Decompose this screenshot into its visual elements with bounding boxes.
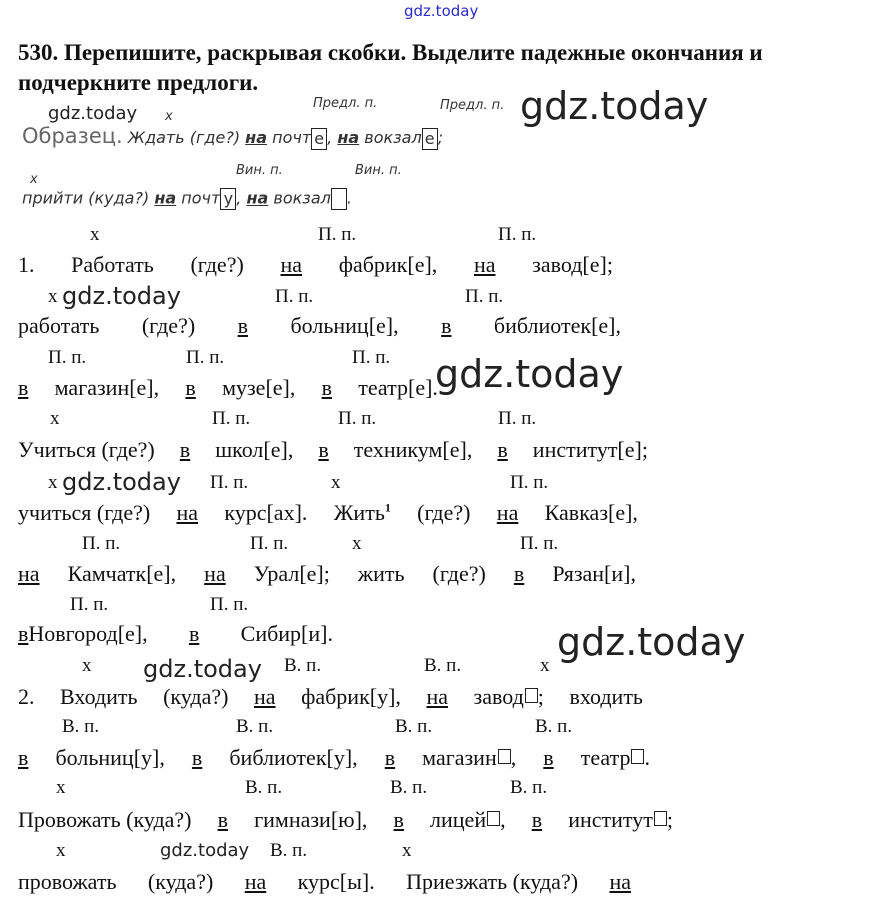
- preposition: на: [254, 684, 276, 709]
- preposition: в: [185, 375, 196, 400]
- ending-box: е: [422, 128, 438, 150]
- preposition: в: [237, 313, 249, 338]
- case-mark: П. п.: [275, 286, 314, 307]
- case-mark: х: [30, 172, 38, 187]
- ending-box-empty: [654, 811, 667, 826]
- watermark: gdz.today: [143, 655, 262, 683]
- case-mark: В. п.: [62, 716, 100, 737]
- text-line: учиться (где?) на курс[ах]. Жить$^1$ (где?) на Кавказ[е],: [18, 500, 638, 525]
- case-mark: х: [402, 840, 412, 861]
- case-mark: х: [540, 655, 550, 676]
- preposition: на: [609, 869, 631, 894]
- text-line: Учиться (где?) в школ[е], в техникум[е], в институт[е];: [18, 437, 648, 462]
- title-line-1: 530. Перепишите, раскрывая скобки. Выделите падежные окончания и: [18, 40, 763, 65]
- preposition: на: [244, 869, 267, 894]
- ending-box-empty: [331, 188, 347, 210]
- preposition: на: [246, 188, 269, 208]
- preposition: на: [245, 128, 268, 147]
- case-mark: П. п.: [48, 347, 87, 368]
- case-mark: х: [331, 472, 341, 493]
- preposition: в: [513, 561, 525, 586]
- case-mark: Вин. п.: [355, 163, 402, 178]
- text-line: вНовгород[е], в Сибир[и].: [18, 621, 333, 646]
- watermark: gdz.today: [62, 282, 181, 310]
- sample-line-2: прийти (куда?) на почт у , на вокзал .: [22, 188, 352, 208]
- case-mark: х: [90, 224, 100, 245]
- case-mark: П. п.: [318, 224, 357, 245]
- preposition: в: [321, 375, 333, 400]
- watermark: gdz.today: [557, 620, 746, 664]
- case-mark: В. п.: [390, 777, 428, 798]
- case-mark: х: [48, 286, 58, 307]
- text-line: в магазин[е], в музе[е], в театр[е].: [18, 375, 438, 400]
- preposition: в: [191, 745, 203, 770]
- watermark: gdz.today: [48, 103, 138, 124]
- ending-box-empty: [631, 749, 644, 764]
- preposition: на: [176, 500, 199, 525]
- preposition: в: [318, 437, 329, 462]
- preposition: в: [217, 807, 228, 832]
- case-mark: В. п.: [236, 716, 274, 737]
- text-line: 1. Работать (где?) на фабрик[е], на завод[е];: [18, 252, 613, 277]
- preposition: на: [496, 500, 519, 525]
- case-mark: П. п.: [210, 594, 249, 615]
- preposition: в: [384, 745, 396, 770]
- preposition: в: [18, 375, 29, 400]
- case-mark: В. п.: [245, 777, 283, 798]
- preposition: в: [188, 621, 200, 646]
- footnote-mark: 1: [384, 500, 391, 515]
- preposition: на: [204, 561, 226, 586]
- case-mark: П. п.: [212, 408, 251, 429]
- preposition: в: [531, 807, 543, 832]
- watermark: gdz.today: [160, 840, 250, 861]
- case-mark: В. п.: [510, 777, 548, 798]
- ending-box: е: [311, 128, 327, 150]
- case-mark: П. п.: [70, 594, 109, 615]
- case-mark: П. п.: [498, 408, 537, 429]
- case-mark: х: [56, 840, 66, 861]
- sample-line-1: Образец. Ждать (где?) на почт е , на вокзал е ;: [22, 124, 444, 148]
- preposition: в: [179, 437, 191, 462]
- case-mark: П. п.: [186, 347, 225, 368]
- case-mark: х: [82, 655, 92, 676]
- text-line: работать (где?) в больниц[е], в библиотек[е],: [18, 313, 621, 338]
- case-mark: В. п.: [424, 655, 462, 676]
- case-mark: х: [352, 533, 362, 554]
- case-mark: П. п.: [250, 533, 289, 554]
- ending-box-empty: [487, 811, 500, 826]
- preposition: на: [18, 561, 40, 586]
- case-mark: П. п.: [510, 472, 549, 493]
- case-mark: П. п.: [210, 472, 249, 493]
- preposition: в: [393, 807, 404, 832]
- preposition: на: [337, 128, 360, 147]
- case-mark: П. п.: [82, 533, 121, 554]
- exercise-title: [18, 38, 763, 98]
- ending-box-empty: [498, 749, 511, 764]
- watermark: gdz.today: [62, 468, 181, 496]
- case-mark: П. п.: [352, 347, 391, 368]
- watermark: gdz.today: [520, 84, 709, 128]
- text-line: на Камчатк[е], на Урал[е]; жить (где?) в Рязан[и],: [18, 561, 636, 586]
- text-line: провожать (куда?) на курс[ы]. Приезжать (куда?) на: [18, 869, 631, 894]
- preposition: на: [154, 188, 177, 208]
- case-mark: Предл. п.: [313, 96, 378, 111]
- preposition: в: [441, 313, 452, 338]
- text-line: в больниц[у], в библиотек[у], в магазин , в театр .: [18, 745, 650, 770]
- case-mark: В. п.: [284, 655, 322, 676]
- case-mark: П. п.: [465, 286, 504, 307]
- preposition: в: [497, 437, 508, 462]
- title-line-2: подчеркните предлоги.: [18, 70, 259, 95]
- text-line: Провожать (куда?) в гимнази[ю], в лицей , в институт ;: [18, 807, 673, 832]
- preposition: в: [18, 621, 29, 646]
- preposition: на: [280, 252, 303, 277]
- preposition: в: [18, 745, 29, 770]
- preposition: на: [473, 252, 496, 277]
- watermark: gdz.today: [435, 352, 624, 396]
- case-mark: В. п.: [270, 840, 308, 861]
- case-mark: х: [56, 777, 66, 798]
- case-mark: П. п.: [520, 533, 559, 554]
- case-mark: В. п.: [395, 716, 433, 737]
- case-mark: Вин. п.: [236, 163, 283, 178]
- text-line: 2. Входить (куда?) на фабрик[у], на завод ; входить: [18, 684, 643, 709]
- preposition: на: [426, 684, 448, 709]
- case-mark: Предл. п.: [440, 98, 505, 113]
- preposition: в: [543, 745, 554, 770]
- sample-label: Образец.: [22, 124, 123, 148]
- case-mark: х: [165, 109, 173, 124]
- case-mark: х: [48, 472, 58, 493]
- case-mark: П. п.: [498, 224, 537, 245]
- case-mark: В. п.: [535, 716, 573, 737]
- ending-box: у: [220, 188, 236, 210]
- ending-box-empty: [525, 688, 538, 703]
- case-mark: П. п.: [338, 408, 377, 429]
- case-mark: х: [50, 408, 60, 429]
- watermark-top: gdz.today: [404, 2, 479, 20]
